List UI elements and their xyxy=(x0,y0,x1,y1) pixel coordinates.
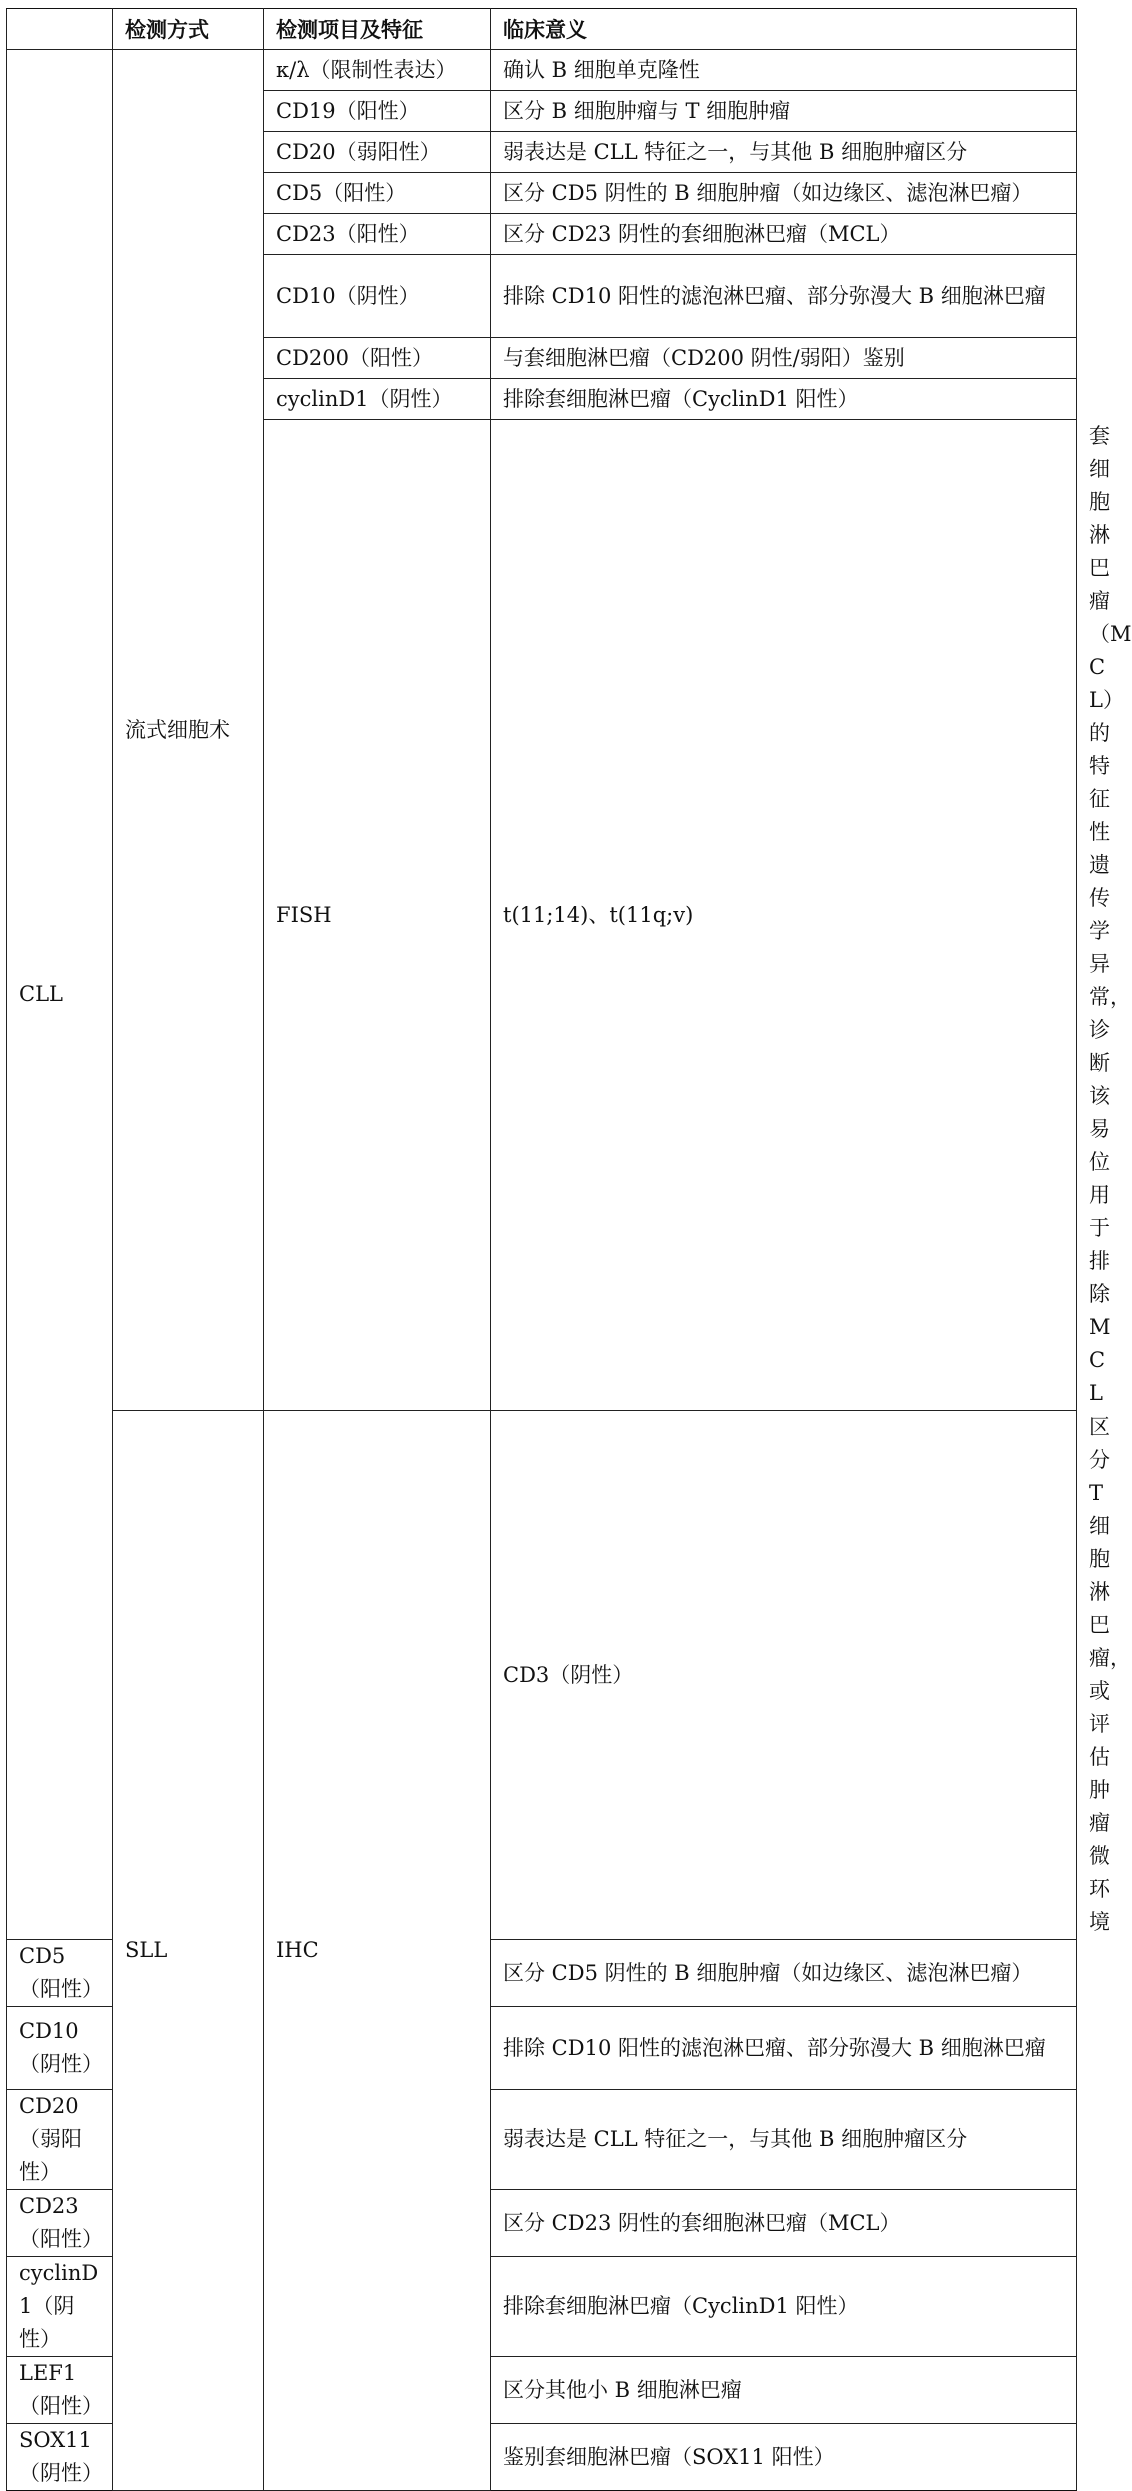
item-cell: CD23（阳性） xyxy=(264,214,491,255)
meaning-cell: 弱表达是 CLL 特征之一，与其他 B 细胞肿瘤区分 xyxy=(491,2090,1077,2190)
header-cell-meaning: 临床意义 xyxy=(491,9,1077,50)
meaning-cell: 区分 CD23 阴性的套细胞淋巴瘤（MCL） xyxy=(491,214,1077,255)
meaning-cell: 区分 CD5 阴性的 B 细胞肿瘤（如边缘区、滤泡淋巴瘤） xyxy=(491,173,1077,214)
meaning-cell: 与套细胞淋巴瘤（CD200 阴性/弱阳）鉴别 xyxy=(491,338,1077,379)
item-cell: CD20（弱阳性） xyxy=(7,2090,113,2190)
meaning-cell: 区分其他小 B 细胞淋巴瘤 xyxy=(491,2357,1077,2424)
item-cell: LEF1（阳性） xyxy=(7,2357,113,2424)
item-cell: CD23（阳性） xyxy=(7,2190,113,2257)
item-cell: CD200（阳性） xyxy=(264,338,491,379)
method-cell-ihc: IHC xyxy=(264,1411,491,2491)
meaning-cell: 区分 B 细胞肿瘤与 T 细胞肿瘤 xyxy=(491,91,1077,132)
meaning-cell: 确认 B 细胞单克隆性 xyxy=(491,50,1077,91)
meaning-cell: 排除套细胞淋巴瘤（CyclinD1 阳性） xyxy=(491,2257,1077,2357)
table-row: SLL IHC CD3（阴性） 区分 T 细胞淋巴瘤，或评估肿瘤微环境 xyxy=(7,1411,1077,1940)
item-cell: CD10（阴性） xyxy=(7,2007,113,2090)
meaning-cell: 区分 CD5 阴性的 B 细胞肿瘤（如边缘区、滤泡淋巴瘤） xyxy=(491,1940,1077,2007)
meaning-cell: 弱表达是 CLL 特征之一，与其他 B 细胞肿瘤区分 xyxy=(491,132,1077,173)
method-cell-fish: FISH xyxy=(264,420,491,1411)
item-cell: CD19（阳性） xyxy=(264,91,491,132)
header-cell-item: 检测项目及特征 xyxy=(264,9,491,50)
meaning-cell: 区分 CD23 阴性的套细胞淋巴瘤（MCL） xyxy=(491,2190,1077,2257)
item-cell: κ/λ（限制性表达） xyxy=(264,50,491,91)
item-cell: CD5（阳性） xyxy=(7,1940,113,2007)
method-cell-flow: 流式细胞术 xyxy=(113,50,264,1411)
meaning-cell: 排除套细胞淋巴瘤（CyclinD1 阳性） xyxy=(491,379,1077,420)
item-cell: CD3（阴性） xyxy=(491,1411,1077,1940)
header-cell-group xyxy=(7,9,113,50)
item-cell: t(11;14)、t(11q;v) xyxy=(491,420,1077,1411)
meaning-cell: 排除 CD10 阳性的滤泡淋巴瘤、部分弥漫大 B 细胞淋巴瘤 xyxy=(491,255,1077,338)
header-cell-method: 检测方式 xyxy=(113,9,264,50)
meaning-cell: 鉴别套细胞淋巴瘤（SOX11 阳性） xyxy=(491,2424,1077,2491)
item-cell: cyclinD1（阴性） xyxy=(264,379,491,420)
meaning-cell: 排除 CD10 阳性的滤泡淋巴瘤、部分弥漫大 B 细胞淋巴瘤 xyxy=(491,2007,1077,2090)
item-cell: CD5（阳性） xyxy=(264,173,491,214)
table-row xyxy=(7,50,1077,91)
header-row xyxy=(7,9,1077,50)
item-cell: SOX11（阴性） xyxy=(7,2424,113,2491)
item-cell: cyclinD1（阴性） xyxy=(7,2257,113,2357)
item-cell: CD10（阴性） xyxy=(264,255,491,338)
diagnostic-table xyxy=(6,8,1132,2491)
group-cell-cll: CLL xyxy=(7,50,113,1940)
item-cell: CD20（弱阳性） xyxy=(264,132,491,173)
table-row: FISH t(11;14)、t(11q;v) 套细胞淋巴瘤（MCL）的特征性遗传学异常，诊断该易位用于排除 MCL xyxy=(7,420,1077,1411)
group-cell-sll: SLL xyxy=(113,1411,264,2491)
